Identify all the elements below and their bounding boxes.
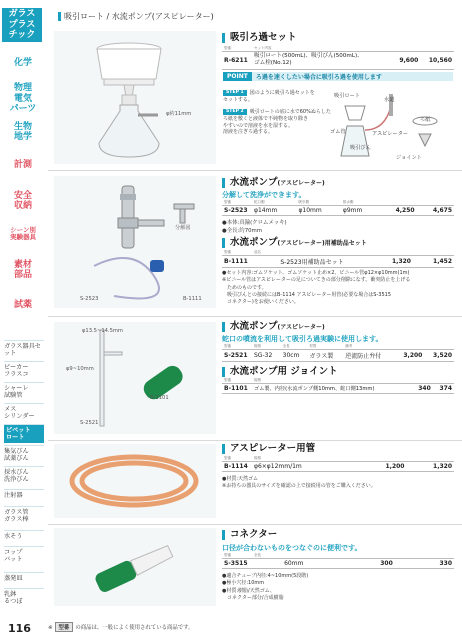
- divider: [48, 316, 462, 317]
- divider: [48, 170, 462, 171]
- product-desc: S-2523用補助品セット: [252, 256, 372, 268]
- note-line: ●セット内容:ゴムソケット、ゴムソケット止め×2、ビニール管φ12×φ10mm(1m): [222, 270, 410, 276]
- pump-parts-title-text: 水流ポンプ: [230, 237, 278, 248]
- note-line: ※ビニール管はアスピレーターの足についてきの部分削除になす。衝突防止を上げる: [222, 277, 411, 284]
- price-incl: 10,560: [420, 52, 454, 70]
- connector-tagline: 口径が合わないものをつなぐのに便利です。: [222, 544, 362, 552]
- sidebar-item[interactable]: コップ バット: [4, 546, 44, 564]
- tube-title: アスピレーター用管: [222, 444, 315, 454]
- water-pump-subtitle: (アスピレーター): [277, 180, 325, 187]
- product-code: R-6211: [222, 52, 252, 70]
- sidebar-item[interactable]: ガラス器具セット: [4, 340, 44, 358]
- price-incl: 3,520: [424, 350, 454, 362]
- price-incl: 330: [395, 559, 454, 569]
- step-1-label: STEP 1: [223, 90, 247, 96]
- note-line: ●材質:天然ゴム: [222, 476, 259, 482]
- product-code: B-1101: [222, 384, 252, 394]
- pump-parts-subtitle: (アスピレーター)用補助品セット: [277, 240, 367, 247]
- step-2-label: STEP 2: [223, 109, 247, 115]
- sidebar-item[interactable]: ビーカー フラスコ: [4, 361, 44, 379]
- price-incl: 4,675: [417, 206, 454, 216]
- footer-note: [48, 622, 194, 632]
- product-code: S-2523: [222, 206, 252, 216]
- spec: 30cm: [281, 350, 308, 362]
- glass-pump-image: [54, 322, 216, 434]
- spec: SG-32: [252, 350, 281, 362]
- product-desc: 60mm: [252, 559, 336, 569]
- sidebar-tab-scene[interactable]: シーン別 実験器具: [10, 225, 36, 241]
- footer-prefix: ※: [48, 625, 53, 631]
- sidebar-tab-biology[interactable]: 生物 地学: [13, 121, 32, 142]
- sidebar-item[interactable]: 採水びん 洗浄びん: [4, 466, 44, 484]
- glass-pump-label: φ9~10mm: [66, 366, 94, 372]
- water-pump-title: [222, 178, 325, 188]
- product-code: B-1111: [222, 256, 252, 268]
- connector-title: コネクター: [222, 530, 277, 540]
- price-excl: 9,600: [392, 52, 421, 70]
- water-pump-tagline: 分解して洗浄ができます。: [222, 191, 306, 199]
- tube-notes: [222, 476, 376, 491]
- divider: [48, 524, 462, 525]
- sidebar-tab-chemistry[interactable]: 化学: [13, 57, 32, 68]
- sidebar-item[interactable]: 蒸発皿: [4, 572, 44, 582]
- diagram-label: ジョイント: [396, 155, 422, 161]
- breadcrumb-text: 吸引ロート / 水流ポンプ(アスピレーター): [64, 12, 214, 21]
- suction-image-caption: φ約11mm: [166, 111, 192, 117]
- footer-text: の商品は、一般によく使用されている商品です。: [75, 625, 194, 631]
- spec: φ10mm: [296, 206, 340, 216]
- suction-set-table: 型番 セット内容 R-6211 吸引ロート(500mL)、吸引びん(500mL)、 ゴム栓(No.12) 9,600 10,560: [222, 46, 454, 70]
- water-pump-title-text: 水流ポンプ: [230, 177, 278, 188]
- glass-pump-title: [222, 322, 325, 332]
- tube-table: 型番 規格 B-1114 φ6×φ12mm/1m 1,200 1,320: [224, 456, 452, 470]
- product-code: S-3515: [222, 559, 252, 569]
- suction-set-image: [54, 31, 216, 164]
- page-number: 116: [8, 622, 31, 635]
- tube-image: [54, 444, 216, 518]
- water-pump-notes: [222, 220, 287, 236]
- step-2: [223, 109, 331, 136]
- spec: φ9mm: [341, 206, 379, 216]
- product-desc: ゴム製、内径(水流ポンプ側10mm、蛇口側13mm): [252, 384, 412, 394]
- note-line: コネクター部分/合成樹脂: [222, 594, 284, 601]
- note-line: ●極小穴径:10mm: [222, 580, 265, 587]
- pump-parts-notes: [222, 270, 410, 306]
- sidebar-tab-reagent[interactable]: 試薬: [13, 299, 32, 310]
- footer-badge: 型番: [55, 622, 74, 632]
- diagram-label: アスピレーター: [372, 131, 409, 137]
- sidebar-item-active[interactable]: ピペット ロート: [4, 424, 44, 443]
- note-line: ●材質:樹脂/天然ゴム、: [222, 587, 275, 594]
- sidebar-tab-physics[interactable]: 物理 電気 パーツ: [9, 83, 37, 115]
- step-1-text: 図のように吸引ろ過セットを セットする。: [223, 90, 315, 103]
- price-excl: 3,200: [395, 350, 425, 362]
- pump-image-label: 分解図: [175, 225, 191, 231]
- glass-pump-label: B-1101: [150, 395, 169, 401]
- water-pump-image: [54, 176, 216, 308]
- joint-table: 型番 規格 B-1101 ゴム製、内径(水流ポンプ側10mm、蛇口側13mm) 340 374: [224, 378, 452, 392]
- sidebar-item[interactable]: 注射器: [4, 489, 44, 499]
- connector-table: 型番 全長 S-3515 60mm 300 330: [224, 553, 452, 567]
- sidebar-tab-measurement[interactable]: 計測: [13, 159, 32, 170]
- price-excl: 340: [412, 384, 433, 394]
- glass-pump-table: 型番 規格 全長 材質 備考 S-2521 SG-32 30cm ガラス製 逆流防止弁付 3,200 3,520: [224, 344, 452, 360]
- sidebar-tab-safety[interactable]: 安全 収納: [13, 190, 32, 211]
- sidebar-item[interactable]: 水そう: [4, 530, 44, 540]
- price-incl: 1,320: [406, 462, 454, 472]
- connector-image: [54, 528, 216, 606]
- spec: ガラス製: [307, 350, 343, 362]
- step-2-text: 吸引ロートの底に水で60%ぬらした ろ紙を敷くと液体で不純物を取り除き やすいので溶液を水を湿する。 溶液を注ぎろ過する。: [223, 109, 331, 136]
- glass-pump-label: φ13.5~14.5mm: [82, 328, 123, 334]
- spec: φ14mm: [252, 206, 296, 216]
- diagram-label: 水道: [384, 97, 395, 103]
- sidebar-tab-glass-plastic[interactable]: ガラス プラス チック: [2, 8, 42, 42]
- step-1: [223, 90, 315, 104]
- price-incl: 1,452: [413, 256, 454, 268]
- glass-pump-tagline: 蛇口の噴流を利用して吸引ろ過実験に使用します。: [222, 335, 383, 343]
- glass-pump-label: S-2521: [80, 420, 99, 426]
- price-excl: 1,200: [359, 462, 406, 472]
- diagram-label: 吸引びん: [350, 145, 371, 151]
- sidebar-item[interactable]: ガラス管 ガラス棒: [4, 506, 44, 524]
- pump-image-label: B-1111: [183, 296, 202, 302]
- note-line: 吸引びんとの接続にはB-1114 アスピレーター用管(必要な場合はS-3515: [222, 291, 392, 298]
- sidebar-item[interactable]: 集気びん 試薬びん: [4, 445, 44, 463]
- point-label: POINT: [223, 72, 252, 81]
- joint-title: 水流ポンプ用 ジョイント: [222, 367, 338, 377]
- pump-parts-table: 型番 品名 B-1111 S-2523用補助品セット 1,320 1,452: [224, 250, 452, 266]
- sidebar-item[interactable]: メス シリンダー: [4, 403, 44, 421]
- note-line: ●全長:約70mm: [222, 227, 263, 234]
- sidebar-item[interactable]: シャーレ 試験管: [4, 382, 44, 400]
- product-code: B-1114: [222, 462, 252, 472]
- connector-notes: [222, 573, 308, 602]
- diagram-label: ゴム管: [330, 129, 346, 135]
- diagram-label: 吸引ロート: [334, 93, 360, 99]
- point-banner: [223, 72, 453, 81]
- note-line: ※お持ちの器具のサイズを確認の上で接続用の管をご購入ください。: [222, 483, 376, 490]
- note-line: コネクター)をお使いください。: [222, 299, 299, 305]
- price-excl: 1,320: [372, 256, 413, 268]
- sidebar-tab-materials[interactable]: 素材 部品: [13, 259, 32, 280]
- note-line: ●適合チューブ内径:4~10mm(5段階): [222, 573, 309, 579]
- pump-image-label: S-2523: [80, 296, 99, 302]
- divider: [48, 440, 462, 441]
- sidebar-item[interactable]: 乳鉢 るつぼ: [4, 588, 44, 606]
- note-line: ためのものです。: [222, 284, 267, 291]
- price-excl: 4,250: [379, 206, 416, 216]
- water-pump-table: 型番 蛇口側 吸引側 排水側 S-2523 φ14mm φ10mm φ9mm 4,250 4,675: [224, 200, 452, 214]
- suction-set-title: 吸引ろ過セット: [222, 33, 297, 43]
- pump-parts-title: [222, 238, 367, 248]
- product-desc: 吸引ロート(500mL)、吸引びん(500mL)、 ゴム栓(No.12): [252, 52, 392, 70]
- spec: 逆流防止弁付: [343, 350, 395, 362]
- glass-pump-title-text: 水流ポンプ: [230, 321, 278, 332]
- point-text: ろ過を速くしたい場合に吸引ろ過を使用します: [255, 74, 382, 81]
- diagram-label: ろ紙: [420, 117, 431, 123]
- price-excl: 300: [336, 559, 395, 569]
- product-code: S-2521: [222, 350, 252, 362]
- note-line: ●本体:真鍮(クロムメッキ): [222, 220, 287, 226]
- price-incl: 374: [433, 384, 454, 394]
- product-desc: φ6×φ12mm/1m: [252, 462, 359, 472]
- glass-pump-subtitle: (アスピレーター): [277, 324, 325, 331]
- breadcrumb: [58, 11, 214, 22]
- sidebar: [0, 0, 46, 644]
